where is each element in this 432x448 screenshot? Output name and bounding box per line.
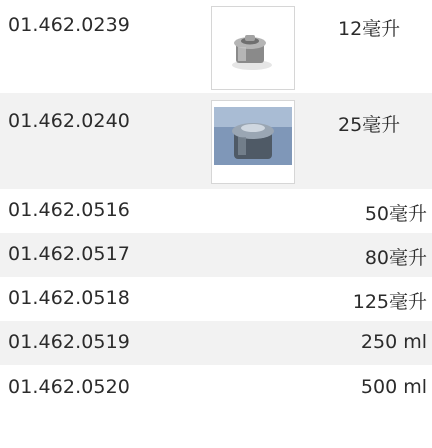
capacity-value: 12毫升 <box>338 18 401 40</box>
table-row <box>0 321 432 365</box>
table-row <box>0 365 432 404</box>
product-code: 01.462.0520 <box>8 376 130 398</box>
product-code: 01.462.0518 <box>8 287 130 309</box>
product-code: 01.462.0519 <box>8 331 130 353</box>
crucible-icon <box>212 101 294 183</box>
table-row <box>0 93 432 189</box>
crucible-thumbnail[interactable] <box>211 6 295 90</box>
product-code: 01.462.0239 <box>8 14 130 36</box>
table-row <box>0 233 432 277</box>
table-row <box>0 0 432 93</box>
capacity-value: 125毫升 <box>352 291 427 313</box>
table-row <box>0 189 432 233</box>
capacity-value: 25毫升 <box>338 114 401 136</box>
crucible-thumbnail[interactable] <box>211 100 295 184</box>
capacity-value: 80毫升 <box>364 247 427 269</box>
table-row <box>0 277 432 321</box>
product-code: 01.462.0240 <box>8 110 130 132</box>
product-code: 01.462.0517 <box>8 243 130 265</box>
crucible-icon <box>212 7 294 89</box>
product-code: 01.462.0516 <box>8 199 130 221</box>
capacity-value: 250 ml <box>360 331 427 353</box>
capacity-value: 50毫升 <box>364 203 427 225</box>
capacity-value: 500 ml <box>360 376 427 398</box>
